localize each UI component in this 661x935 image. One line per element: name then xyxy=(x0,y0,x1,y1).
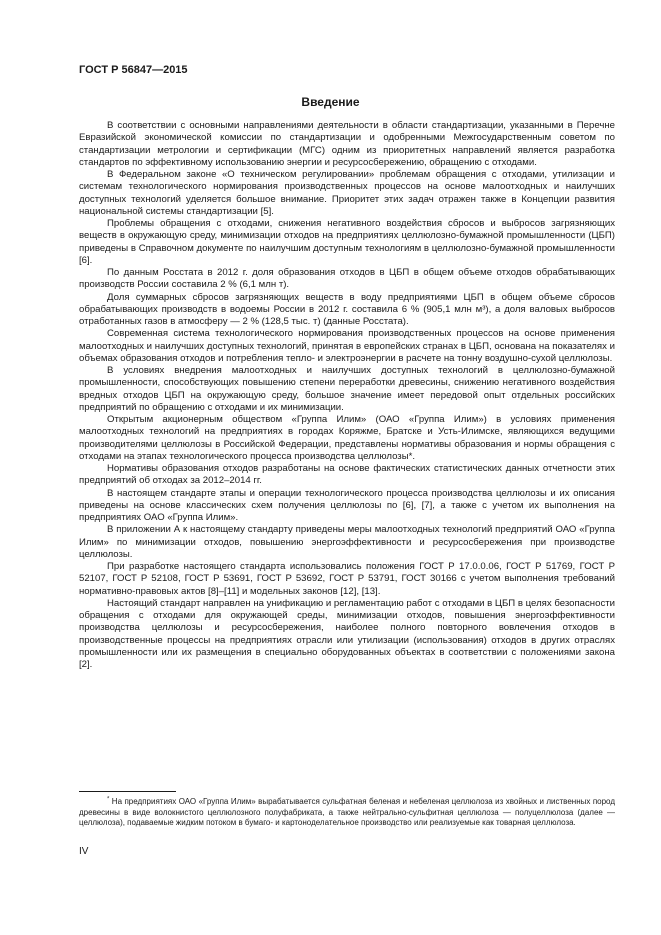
paragraph: В условиях внедрения малоотходных и наилучших доступных технологий в целлюлозно-бумажной промышленности, способствующих повышению степени переработки древесины, снижению негативного воздействия вредных отходов ЦБП на окружающую среду, большое значение имеет передовой опыт отдельных российских предприятий по обращению с отходами и их минимизации. xyxy=(79,365,615,413)
paragraph: Настоящий стандарт направлен на унификацию и регламентацию работ с отходами в ЦБП в целях безопасности обращения с отходами для окружающей среды, минимизации отходов, повышения энергоэффективности производства целлюлозы и ресурсосбережения, наиболее полного повторного вовлечения отходов в производственные процессы на предприятиях отрасли или утилизации (использования) отходов в других отраслях промышленности или их размещения в специально оборудованных объектах в соответствии с положениями закона [2]. xyxy=(79,597,615,670)
footnote-divider xyxy=(79,791,176,792)
paragraph: При разработке настоящего стандарта использовались положения ГОСТ Р 17.0.0.06, ГОСТ Р 51769, ГОСТ Р 52107, ГОСТ Р 52108, ГОСТ Р 53691, ГОСТ Р 53692, ГОСТ Р 53791, ГОСТ 30166 с учетом выполнения требований нормативно-правовых актов [8]–[11] и модельных законов [12], [13]. xyxy=(79,561,615,597)
paragraph: В настоящем стандарте этапы и операции технологического процесса производства целлюлозы и их описания приведены на основе классических схем получения целлюлозы по [6], [7], а также с учетом их выполнения на предприятиях ОАО «Группа Илим». xyxy=(79,487,615,523)
footnote xyxy=(79,797,615,829)
paragraph: Открытым акционерным обществом «Группа Илим» (ОАО «Группа Илим») в условиях применения малоотходных технологий на предприятиях в городах Коряжме, Братске и Усть-Илимске, являющихся ведущими производителями целлюлозы в Российской Федерации, представлены нормативы образования и нормы обращения с отходами на этапах технологического процесса производства целлюлозы*. xyxy=(79,414,615,462)
paragraph: В соответствии с основными направлениями деятельности в области стандартизации, указанными в Перечне Евразийской экономической комиссии по стандартизации и одобренными Межгосударственным советом по стандартизации метрологии и сертификации (МГС) одним из приоритетных направлений является разработка стандартов по эффективному использованию энергии и ресурсосбережению, обращению с отходами. xyxy=(79,120,615,168)
document-header: ГОСТ Р 56847—2015 xyxy=(79,64,188,76)
page-number: IV xyxy=(79,846,89,857)
paragraph: Доля суммарных сбросов загрязняющих веществ в воду предприятиями ЦБП в общем объеме сбросов обрабатывающих производств в водоемы России в 2012 г. составила 6 % (905,1 млн м³), а доля валовых выбросов отработанных газов в атмосферу — 2 % (128,5 тыс. т) (данные Росстата). xyxy=(79,291,615,327)
paragraph: По данным Росстата в 2012 г. доля образования отходов в ЦБП в общем объеме отходов обрабатывающих производств России составила 2 % (6,1 млн т). xyxy=(79,267,615,291)
footnote-marker: * xyxy=(107,796,110,803)
paragraph: Нормативы образования отходов разработаны на основе фактических статистических данных отчетности этих предприятий об отходах за 2012–2014 гг. xyxy=(79,463,615,487)
paragraph: Современная система технологического нормирования производственных процессов на основе применения малоотходных и наилучших доступных технологий, принятая в европейских странах в ЦБП, основана на показателях и объемах образования отходов и потребления тепло- и электроэнергии в расчете на тонну воздушно-сухой целлюлозы. xyxy=(79,328,615,364)
paragraph: В приложении А к настоящему стандарту приведены меры малоотходных технологий предприятий ОАО «Группа Илим» по минимизации отходов, повышению энергоэффективности и ресурсосбережения при производстве целлюлозы. xyxy=(79,524,615,560)
footnote-text: На предприятиях ОАО «Группа Илим» вырабатывается сульфатная беленая и небеленая целлюлоза из хвойных и лиственных пород древесины в виде волокнистого целлюлозного полуфабриката, а также нейтрально-сульфитная целлюлоза — полуцеллюлоза (далее — целлюлоза), подаваемые жидким потоком в бумаго- и картоноделательное производство или реализуемые как товарная целлюлоза. xyxy=(79,797,615,828)
body-text xyxy=(79,120,615,671)
paragraph: В Федеральном законе «О техническом регулировании» проблемам обращения с отходами, утилизации и системам технологического нормирования производственных процессов на основе малоотходных и наилучших доступных технологий уделяется большое внимание. Приоритет этих задач отражен также в Концепции развития национальной системы стандартизации [5]. xyxy=(79,169,615,217)
section-title: Введение xyxy=(301,95,360,109)
paragraph: Проблемы обращения с отходами, снижения негативного воздействия сбросов и выбросов загрязняющих веществ в окружающую среду, минимизации отходов на предприятиях целлюлозно-бумажной промышленности (ЦБП) приведены в Справочном документе по наилучшим доступным технологиям в целлюлозно-бумажной промышленности [6]. xyxy=(79,218,615,266)
